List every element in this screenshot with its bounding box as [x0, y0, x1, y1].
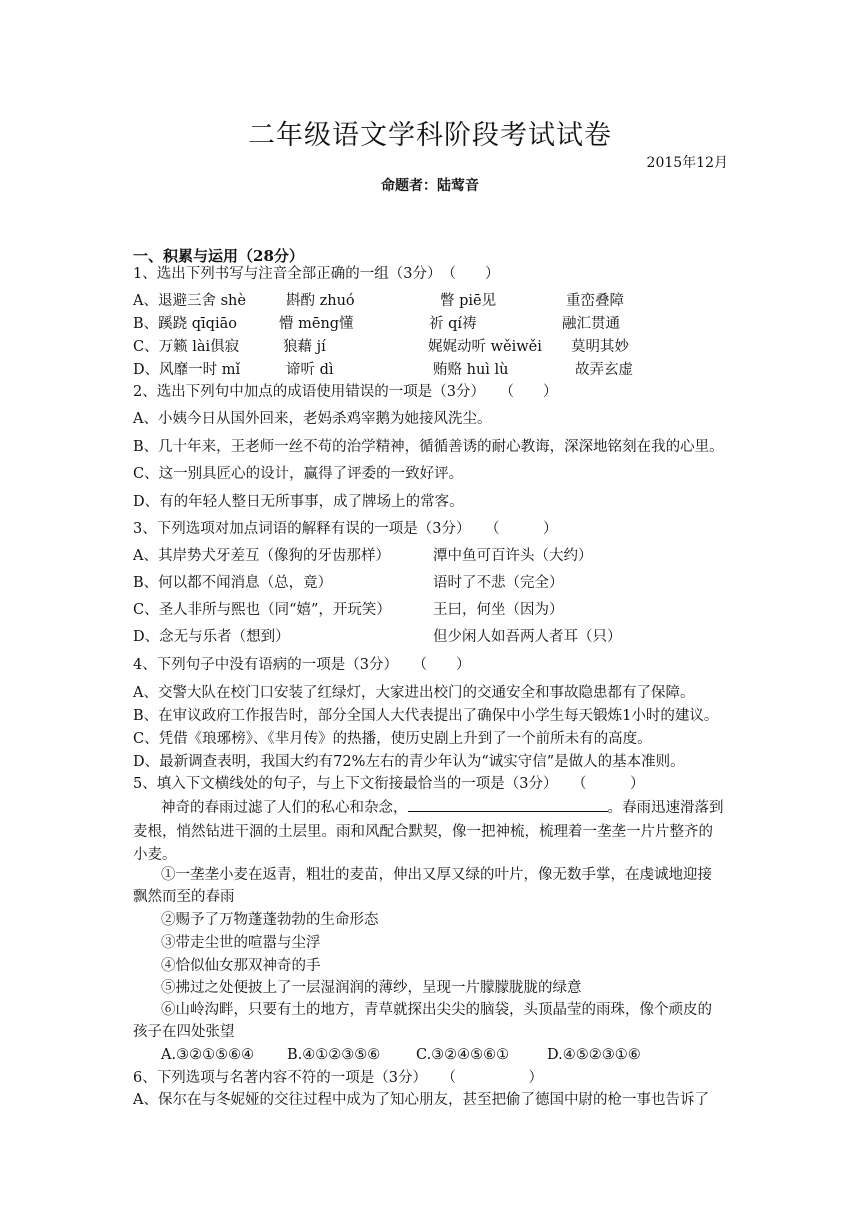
q5-item-5: ⑤拂过之处便披上了一层湿润润的薄纱，呈现一片朦朦胧胧的绿意 [161, 980, 582, 996]
q3-option-b-2: 语时了不悲（完全） [433, 575, 564, 591]
q5-passage-part-a: 神奇的春雨过滤了人们的私心和杂念， [161, 800, 408, 816]
q1-option-b-1: B、蹊跷 qīqiāo [133, 316, 237, 332]
section-heading: 一、积累与运用（28分） [133, 247, 304, 265]
q4-option-a: A、交警大队在校门口安装了红绿灯，大家进出校门的交通安全和事故隐患都有了保障。 [133, 685, 695, 701]
q4-option-d: D、最新调查表明，我国大约有72%左右的青少年认为“诚实守信”是做人的基本准则。 [133, 754, 685, 770]
q3-option-c-2: 王曰，何坐（因为） [433, 602, 564, 618]
q5-item-1-cont: 飘然而至的春雨 [133, 889, 235, 905]
q1-option-a-4: 重峦叠障 [566, 293, 624, 309]
q1-option-d-3: 贿赂 huì lù [433, 362, 509, 378]
q5-choice-b: B.④①②③⑤⑥ [287, 1047, 381, 1063]
q2-option-d: D、有的年轻人整日无所事事，成了牌场上的常客。 [133, 494, 464, 510]
q1-option-c-4: 莫明其妙 [571, 339, 629, 355]
q1-option-c-2: 狼藉 jí [283, 339, 326, 355]
q1-option-d-2: 谛听 dì [286, 362, 334, 378]
q5-passage-line-2: 麦根，悄然钻进干涸的土层里。雨和风配合默契，像一把神梳，梳理着一垄垄一片片整齐的 [133, 824, 713, 840]
q5-passage-line-1 [161, 797, 724, 819]
q1-option-d-4: 故弄玄虚 [575, 362, 633, 378]
q1-option-b-2: 懵 mēng懂 [279, 316, 354, 332]
q5-choice-c: C.③②④⑤⑥① [416, 1047, 510, 1063]
q1-option-a-2: 斟酌 zhuó [286, 293, 355, 309]
exam-date: 2015年12月 [646, 155, 728, 171]
q2-option-c: C、这一别具匠心的设计，赢得了评委的一致好评。 [133, 466, 464, 482]
q6-stem: 6、下列选项与名著内容不符的一项是（3分） （ ） [133, 1070, 543, 1086]
q3-option-d-2: 但少闲人如吾两人者耳（只） [433, 629, 622, 645]
q2-option-b: B、几十年来，王老师一丝不苟的治学精神，循循善诱的耐心教诲，深深地铭刻在我的心里。 [133, 439, 724, 455]
q5-item-1: ①一垄垄小麦在返青，粗壮的麦苗，伸出又厚又绿的叶片，像无数手掌，在虔诚地迎接 [161, 867, 712, 883]
q5-choice-a: A.③②①⑤⑥④ [161, 1047, 255, 1063]
q5-item-6: ⑥山岭沟畔，只要有土的地方，青草就探出尖尖的脑袋，头顶晶莹的雨珠，像个顽皮的 [161, 1002, 712, 1018]
q5-item-2: ②赐予了万物蓬蓬勃勃的生命形态 [161, 912, 379, 928]
q2-option-a: A、小姨今日从国外回来，老妈杀鸡宰鹅为她接风洗尘。 [133, 411, 492, 427]
q1-option-b-4: 融汇贯通 [562, 316, 620, 332]
q3-option-d-1: D、念无与乐者（想到） [133, 629, 290, 645]
q5-passage-line-3: 小麦。 [133, 847, 177, 863]
q3-option-c-1: C、圣人非所与熙也（同“嬉”，开玩笑） [133, 602, 391, 618]
q4-stem: 4、下列句子中没有语病的一项是（3分） （ ） [133, 657, 471, 673]
q4-option-b: B、在审议政府工作报告时，部分全国人大代表提出了确保中小学生每天锻炼1小时的建议。 [133, 708, 719, 724]
q1-stem: 1、选出下列书写与注音全部正确的一组（3分） （ ） [133, 266, 500, 282]
q3-option-a-2: 潭中鱼可百许头（大约） [433, 548, 593, 564]
q3-option-a-1: A、其岸势犬牙差互（像狗的牙齿那样） [133, 548, 390, 564]
q5-stem: 5、填入下文横线处的句子，与上下文衔接最恰当的一项是（3分） （ ） [133, 776, 645, 792]
q1-option-c-1: C、万籁 lài俱寂 [133, 339, 240, 355]
q1-option-d-1: D、风靡一时 mǐ [133, 362, 241, 378]
q4-option-c: C、凭借《琅琊榜》、《芈月传》的热播，使历史剧上升到了一个前所未有的高度。 [133, 731, 652, 747]
q1-option-a-3: 瞥 piē见 [440, 293, 497, 309]
q5-item-4: ④恰似仙女那双神奇的手 [161, 958, 321, 974]
q3-option-b-1: B、何以都不闻消息（总，竟） [133, 575, 333, 591]
q5-item-3: ③带走尘世的喧嚣与尘浮 [161, 935, 321, 951]
answer-blank[interactable] [408, 797, 608, 812]
q1-option-b-3: 祈 qí祷 [429, 316, 477, 332]
q6-option-a: A、保尔在与冬妮娅的交往过程中成为了知心朋友，甚至把偷了德国中尉的枪一事也告诉了 [133, 1092, 709, 1108]
q2-stem: 2、选出下列句中加点的成语使用错误的一项是（3分） （ ） [133, 384, 558, 400]
q1-option-a-1: A、退避三舍 shè [133, 293, 246, 309]
exam-author: 命题者：陆莺音 [381, 178, 479, 194]
q3-stem: 3、下列选项对加点词语的解释有误的一项是（3分） （ ） [133, 521, 558, 537]
q5-choice-d: D.④⑤②③①⑥ [547, 1047, 641, 1063]
q5-item-6-cont: 孩子在四处张望 [133, 1024, 235, 1040]
exam-title: 二年级语文学科阶段考试试卷 [248, 120, 612, 151]
q1-option-c-3: 娓娓动听 wěiwěi [428, 339, 542, 355]
q5-passage-part-b: 。春雨迅速滑落到 [607, 800, 724, 816]
